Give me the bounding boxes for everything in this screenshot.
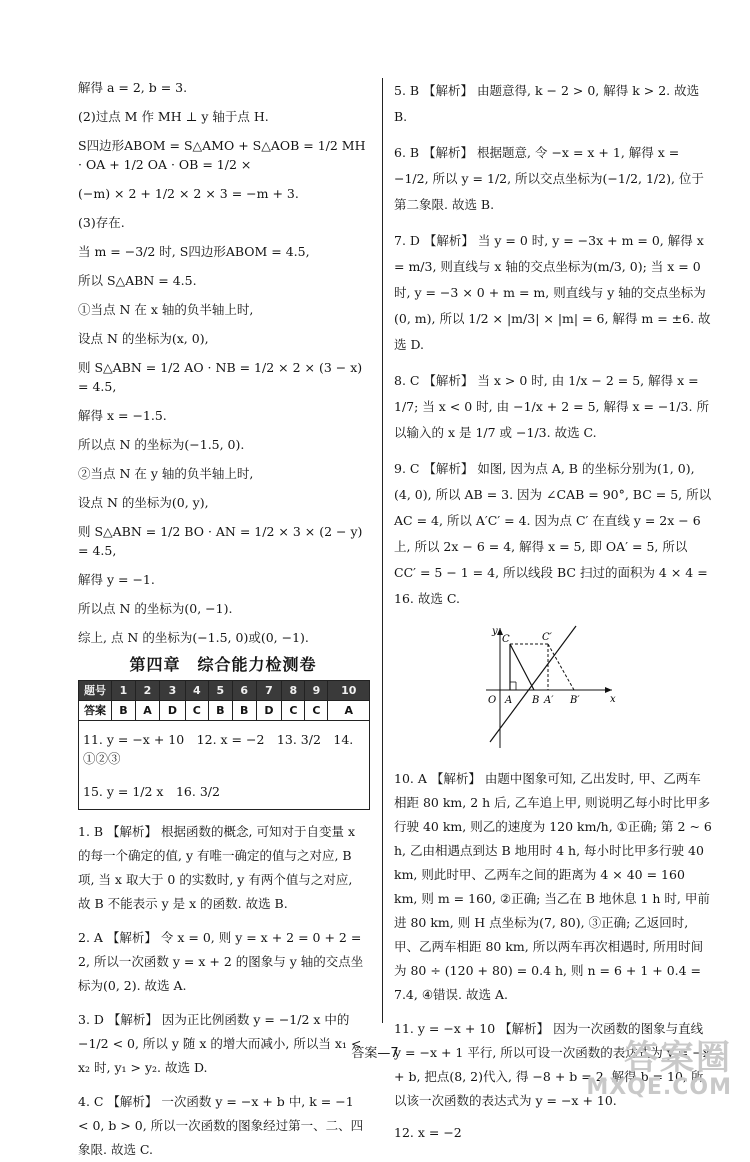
solution-3: 3. D 【解析】 因为正比例函数 y = −1/2 x 中的 −1/2 < 0, 所以 y 随 x 的增大而减小, 所以当 x₁ < x₂ 时, y₁ > y₂. 故选 D. [78, 1012, 362, 1075]
qnum: 3 [160, 681, 186, 701]
qnum: 2 [135, 681, 159, 701]
solution-11: 11. y = −x + 10 【解析】 因为一次函数的图象与直线 y = −x + 1 平行, 所以可设一次函数的表达式为 y = −x + b, 把点(8, 2)代入, 得 −8 + b = 2, 解得 b = 10, 所以该一次函数的表达式为 y = −x + 10. [394, 1021, 710, 1108]
point-c-label: C [502, 634, 510, 645]
line-12: ②当点 N 在 y 轴的负半轴上时, [78, 466, 254, 481]
question-number-label: 题号 [79, 681, 112, 701]
solution-10: 10. A 【解析】 由题中图象可知, 乙出发时, 甲、乙两车相距 80 km, 2 h 后, 乙车追上甲, 则说明乙每小时比甲多行驶 40 km, 则乙的速度为 120 km/h, ①正确; 第 2 ~ 6 h, 乙由相遇点到达 B 地用时 4 h, 每小时比甲多行驶 40 km, 则此时甲、乙两车之间的距离为 4 × 40 = 160 km, 则 m = 160, ②正确; 当乙在 B 地休息 1 h 时, 甲前进 80 km, 则 H 点坐标为(7, 80), ③正确; 乙返回时, 甲、乙两车相距 80 km, 所以两车再次相遇时, 所用时间为 80 ÷ (120 + 80) = 0.4 h, 则 n = 6 + 1 + 0.4 = 7.4, ④错误. 故选 A. [394, 771, 712, 1002]
point-c-prime-label: C′ [542, 632, 552, 643]
line-4: (3)存在. [78, 215, 125, 230]
answer-cell: D [256, 701, 282, 721]
fill-answers-line-2: 15. y = 1/2 x 16. 3/2 [83, 784, 220, 799]
line-13: 设点 N 的坐标为(0, y), [78, 495, 209, 510]
solution-12: 12. x = −2 [394, 1125, 462, 1140]
solution-4: 4. C 【解析】 一次函数 y = −x + b 中, k = −1 < 0, b > 0, 所以一次函数的图象经过第一、二、四象限. 故选 C. [78, 1094, 364, 1157]
qnum: 6 [232, 681, 256, 701]
watermark-url: MXQE.COM [586, 1075, 732, 1100]
fill-answers-line-1: 11. y = −x + 10 12. x = −2 13. 3/2 14. ①②③ [83, 732, 354, 766]
point-b-prime-label: B′ [570, 695, 580, 706]
solution-2: 2. A 【解析】 令 x = 0, 则 y = x + 2 = 0 + 2 = 2, 所以一次函数 y = x + 2 的图象与 y 轴的交点坐标为(0, 2). 故选 A. [78, 930, 364, 993]
line-7: ①当点 N 在 x 轴的负半轴上时, [78, 302, 254, 317]
answer-cell: C [305, 701, 328, 721]
column-divider [382, 78, 383, 1023]
answer-cell: D [160, 701, 186, 721]
watermark-text: 答案圈 [624, 1038, 732, 1078]
fill-in-answers [78, 721, 370, 810]
line-11: 所以点 N 的坐标为(−1.5, 0). [78, 437, 245, 452]
point-a-prime-label: A′ [544, 695, 554, 706]
qnum: 1 [112, 681, 136, 701]
line-14: 则 S△ABN = 1/2 BO · AN = 1/2 × 3 × (2 − y) = 4.5, [78, 524, 363, 558]
solution-6: 6. B 【解析】 根据题意, 令 −x = x + 1, 解得 x = −1/2, 所以 y = 1/2, 所以交点坐标为(−1/2, 1/2), 位于第二象限. 故选 B. [394, 145, 704, 212]
qnum: 4 [185, 681, 208, 701]
qnum: 8 [282, 681, 305, 701]
answer-table-header-row [79, 681, 370, 701]
line-8: 设点 N 的坐标为(x, 0), [78, 331, 209, 346]
solution-9: 9. C 【解析】 如图, 因为点 A, B 的坐标分别为(1, 0), (4, 0), 所以 AB = 3. 因为 ∠CAB = 90°, BC = 5, 所以 AC = 4, 所以 A′C′ = 4. 因为点 C′ 在直线 y = 2x − 6 上, 所以 2x − 6 = 4, 解得 x = 5, 即 OA′ = 5, 所以 CC′ = 5 − 1 = 4, 所以线段 BC 扫过的面积为 4 × 4 = 16. 故选 C. [394, 461, 712, 606]
coordinate-graph [474, 622, 624, 752]
line-15: 解得 y = −1. [78, 572, 155, 587]
solution-5: 5. B 【解析】 由题意得, k − 2 > 0, 解得 k > 2. 故选 B. [394, 83, 700, 124]
answer-table [78, 680, 370, 721]
line-2: S四边形ABOM = S△AMO + S△AOB = 1/2 MH · OA + 1/2 OA · OB = 1/2 × [78, 138, 366, 172]
answer-cell: B [232, 701, 256, 721]
qnum: 7 [256, 681, 282, 701]
line-17: 综上, 点 N 的坐标为(−1.5, 0)或(0, −1). [78, 630, 309, 645]
answer-cell: B [112, 701, 136, 721]
answer-cell: A [328, 701, 370, 721]
line-5: 当 m = −3/2 时, S四边形ABOM = 4.5, [78, 244, 310, 259]
line-1: (2)过点 M 作 MH ⊥ y 轴于点 H. [78, 109, 269, 124]
line-9: 则 S△ABN = 1/2 AO · NB = 1/2 × 2 × (3 − x) = 4.5, [78, 360, 363, 394]
qnum: 10 [328, 681, 370, 701]
qnum: 5 [208, 681, 232, 701]
chapter-title: 第四章 综合能力检测卷 [129, 655, 317, 674]
x-label: x [610, 694, 616, 705]
line-3: (−m) × 2 + 1/2 × 2 × 3 = −m + 3. [78, 186, 299, 201]
right-column [394, 78, 712, 1142]
answer-cell: B [208, 701, 232, 721]
watermark [586, 1040, 732, 1100]
point-b-label: B [532, 695, 540, 706]
segment-c-prime-b-prime [548, 644, 574, 690]
y-label: y [492, 626, 498, 637]
line-6: 所以 S△ABN = 4.5. [78, 273, 197, 288]
solution-7: 7. D 【解析】 当 y = 0 时, y = −3x + m = 0, 解得 x = m/3, 则直线与 x 轴的交点坐标为(m/3, 0); 当 x = 0 时, y = −3 × 0 + m = m, 则直线与 y 轴的交点坐标为(0, m), 所以 1/2 × |m/3| × |m| = 6, 解得 m = ±6. 故选 D. [394, 233, 711, 352]
origin-label: O [488, 695, 497, 706]
answer-label: 答案 [79, 701, 112, 721]
qnum: 9 [305, 681, 328, 701]
x-axis-arrow-icon [605, 687, 612, 693]
answer-cell: C [185, 701, 208, 721]
line-16: 所以点 N 的坐标为(0, −1). [78, 601, 233, 616]
left-column [78, 78, 368, 1162]
point-a-label: A [505, 695, 513, 706]
line-0: 解得 a = 2, b = 3. [78, 80, 188, 95]
solution-8: 8. C 【解析】 当 x > 0 时, 由 1/x − 2 = 5, 解得 x = 1/7; 当 x < 0 时, 由 −1/x + 2 = 5, 解得 x = −1/3. 所以输入的 x 是 1/7 或 −1/3. 故选 C. [394, 373, 709, 440]
triangle-abc [510, 644, 534, 690]
answer-cell: C [282, 701, 305, 721]
page-footer: 答案—7 [351, 1046, 399, 1061]
line-10: 解得 x = −1.5. [78, 408, 167, 423]
answer-cell: A [135, 701, 159, 721]
answer-table-answer-row [79, 701, 370, 721]
solution-1: 1. B 【解析】 根据函数的概念, 可知对于自变量 x 的每一个确定的值, y 有唯一确定的值与之对应, B 项, 当 x 取大于 0 的实数时, y 有两个值与之对应, 故 B 不能表示 y 是 x 的函数. 故选 B. [78, 824, 356, 911]
